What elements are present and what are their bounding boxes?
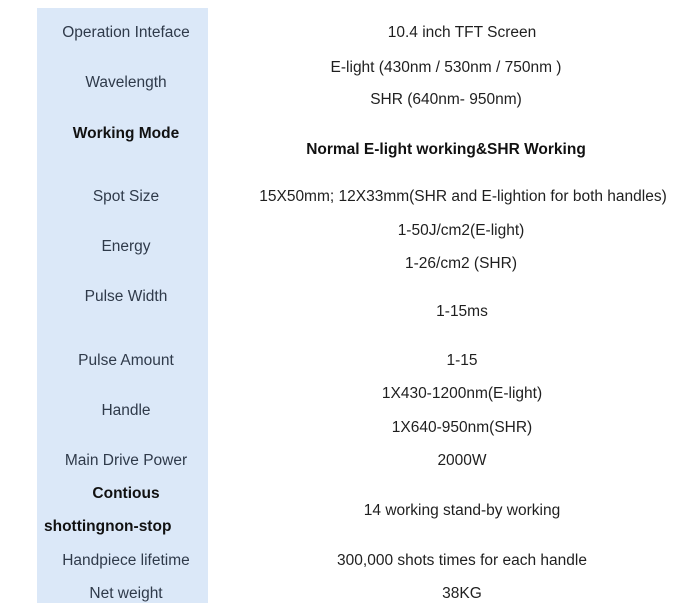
label-wavelength: Wavelength xyxy=(85,74,167,91)
value-energy-elight: 1-50J/cm2(E-light) xyxy=(397,222,525,239)
label-operation-interface: Operation Inteface xyxy=(62,24,190,41)
value-main-drive-power: 2000W xyxy=(437,452,487,469)
label-main-drive-power: Main Drive Power xyxy=(64,452,188,469)
value-handpiece-lifetime: 300,000 shots times for each handle xyxy=(337,552,587,569)
label-net-weight: Net weight xyxy=(89,585,163,602)
value-continuous: 14 working stand-by working xyxy=(363,502,561,519)
label-pulse-width: Pulse Width xyxy=(84,288,168,305)
label-pulse-amount: Pulse Amount xyxy=(78,352,174,369)
value-working-mode: Normal E-light working&SHR Working xyxy=(306,141,586,158)
value-wavelength-shr: SHR (640nm- 950nm) xyxy=(370,91,522,108)
value-handle-elight: 1X430-1200nm(E-light) xyxy=(381,385,543,402)
label-continuous-line2: shottingnon-stop xyxy=(44,518,172,535)
label-spot-size: Spot Size xyxy=(92,188,160,205)
label-working-mode: Working Mode xyxy=(72,125,180,142)
value-operation-interface: 10.4 inch TFT Screen xyxy=(387,24,537,41)
value-wavelength-elight: E-light (430nm / 530nm / 750nm ) xyxy=(330,59,562,76)
value-net-weight: 38KG xyxy=(442,585,482,602)
value-spot-size: 15X50mm; 12X33mm(SHR and E-lightion for both handles) xyxy=(259,188,667,205)
label-energy: Energy xyxy=(101,238,151,255)
value-handle-shr: 1X640-950nm(SHR) xyxy=(391,419,533,436)
label-continuous-line1: Contious xyxy=(92,485,160,502)
value-pulse-amount: 1-15 xyxy=(446,352,478,369)
value-energy-shr: 1-26/cm2 (SHR) xyxy=(405,255,517,272)
label-handle: Handle xyxy=(101,402,151,419)
value-pulse-width: 1-15ms xyxy=(436,303,488,320)
label-handpiece-lifetime: Handpiece lifetime xyxy=(62,552,190,569)
